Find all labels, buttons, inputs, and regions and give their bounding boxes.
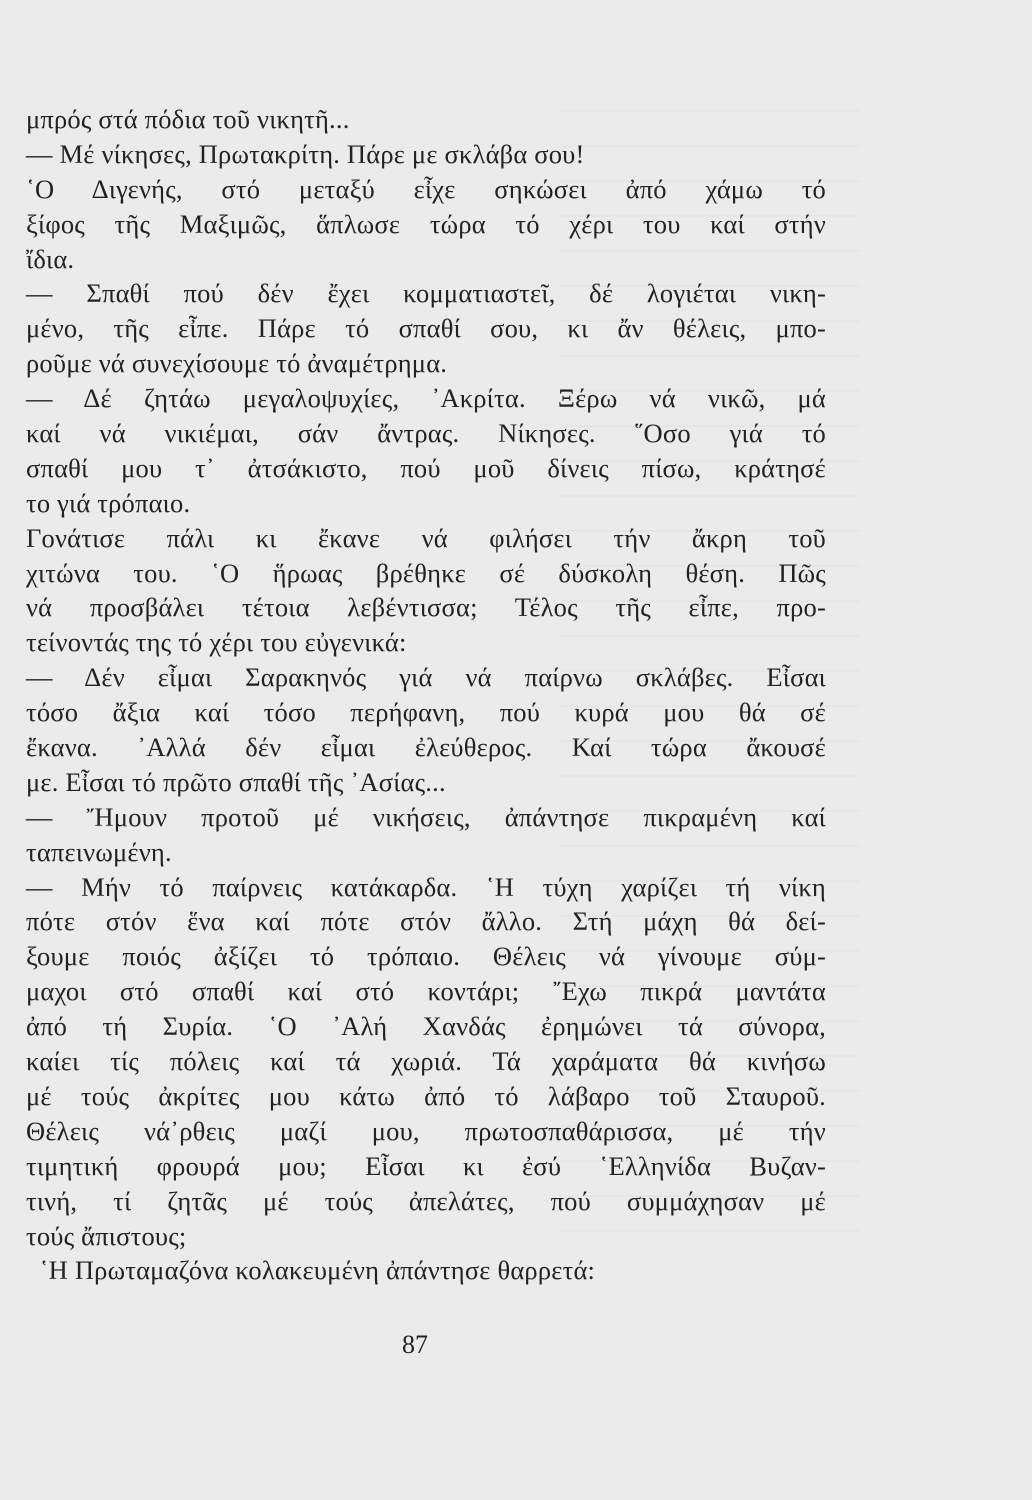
- text-line: μέ τούς ἀκρίτες μου κάτω ἀπό τό λάβαρο τοῦ Σταυροῦ.: [26, 1080, 826, 1111]
- page-number: 87: [402, 1330, 428, 1359]
- text-line: Γονάτισε πάλι κι ἔκανε νά φιλήσει τήν ἄκρη τοῦ: [26, 522, 826, 553]
- text-line: σπαθί μου τ᾿ ἀτσάκιστο, πού μοῦ δίνεις πίσω, κράτησέ: [26, 452, 826, 483]
- text-line: τείνοντάς της τό χέρι του εὐγενικά:: [26, 627, 407, 658]
- text-line: — Ἤμουν προτοῦ μέ νικήσεις, ἀπάντησε πικραμένη καί: [26, 801, 826, 832]
- text-line: Θέλεις νά᾿ρθεις μαζί μου, πρωτοσπαθάρισσα, μέ τήν: [26, 1115, 826, 1146]
- text-line: μένο, τῆς εἶπε. Πάρε τό σπαθί σου, κι ἄν θέλεις, μπο-: [26, 313, 826, 344]
- text-line: — Μέ νίκησες, Πρωτακρίτη. Πάρε με σκλάβα σου!: [26, 138, 585, 169]
- text-line: — Σπαθί πού δέν ἔχει κομματιαστεῖ, δέ λογιέται νικη-: [26, 278, 826, 309]
- text-line: πότε στόν ἕνα καί πότε στόν ἄλλο. Στή μάχη θά δεί-: [26, 906, 826, 937]
- text-line: ἔκανα. ᾿Αλλά δέν εἶμαι ἐλεύθερος. Καί τώρα ἄκουσέ: [26, 732, 826, 763]
- body-text: [26, 102, 826, 1288]
- text-line: ροῦμε νά συνεχίσουμε τό ἀναμέτρημα.: [26, 348, 448, 379]
- text-line: τινή, τί ζητᾶς μέ τούς ἀπελάτες, πού συμμάχησαν μέ: [26, 1185, 826, 1216]
- text-line: χιτώνα του. ῾Ο ἥρωας βρέθηκε σέ δύσκολη θέση. Πῶς: [26, 557, 826, 588]
- text-line: ῾Ο Διγενής, στό μεταξύ εἶχε σηκώσει ἀπό χάμω τό: [26, 173, 826, 204]
- text-line: νά προσβάλει τέτοια λεβέντισσα; Τέλος τῆς εἶπε, προ-: [26, 592, 826, 623]
- text-line: με. Εἶσαι τό πρῶτο σπαθί τῆς ᾿Ασίας...: [26, 766, 446, 797]
- text-line: ῾Η Πρωταμαζόνα κολακευμένη ἀπάντησε θαρρετά:: [26, 1255, 596, 1286]
- text-line: ἴδια.: [26, 243, 75, 274]
- text-line: — Μήν τό παίρνεις κατάκαρδα. ῾Η τύχη χαρίζει τή νίκη: [26, 871, 826, 902]
- text-line: ξουμε ποιός ἀξίζει τό τρόπαιο. Θέλεις νά γίνουμε σύμ-: [26, 941, 826, 972]
- text-line: τιμητική φρουρά μου; Εἶσαι κι ἐσύ ῾Ελληνίδα Βυζαν-: [26, 1150, 826, 1181]
- text-line: μαχοι στό σπαθί καί στό κοντάρι; ῎Εχω πικρά μαντάτα: [26, 976, 826, 1007]
- text-line: καί νά νικιέμαι, σάν ἄντρας. Νίκησες. ῞Οσο γιά τό: [26, 418, 826, 449]
- text-line: ταπεινωμένη.: [26, 836, 172, 867]
- text-line: τούς ἄπιστους;: [26, 1220, 187, 1251]
- text-line: — Δέ ζητάω μεγαλοψυχίες, ᾿Ακρίτα. Ξέρω νά νικῶ, μά: [26, 383, 826, 414]
- text-line: — Δέν εἶμαι Σαρακηνός γιά νά παίρνω σκλάβες. Εἶσαι: [26, 662, 826, 693]
- text-line: μπρός στά πόδια τοῦ νικητῆ...: [26, 104, 350, 134]
- text-line: ξίφος τῆς Μαξιμῶς, ἅπλωσε τώρα τό χέρι του καί στήν: [26, 208, 826, 239]
- text-line: καίει τίς πόλεις καί τά χωριά. Τά χαράματα θά κινήσω: [26, 1046, 826, 1077]
- text-line: τόσο ἄξια καί τόσο περήφανη, πού κυρά μου θά σέ: [26, 697, 826, 728]
- text-line: το γιά τρόπαιο.: [26, 487, 191, 518]
- text-line: ἀπό τή Συρία. ῾Ο ᾿Αλή Χανδάς ἐρημώνει τά σύνορα,: [26, 1011, 826, 1042]
